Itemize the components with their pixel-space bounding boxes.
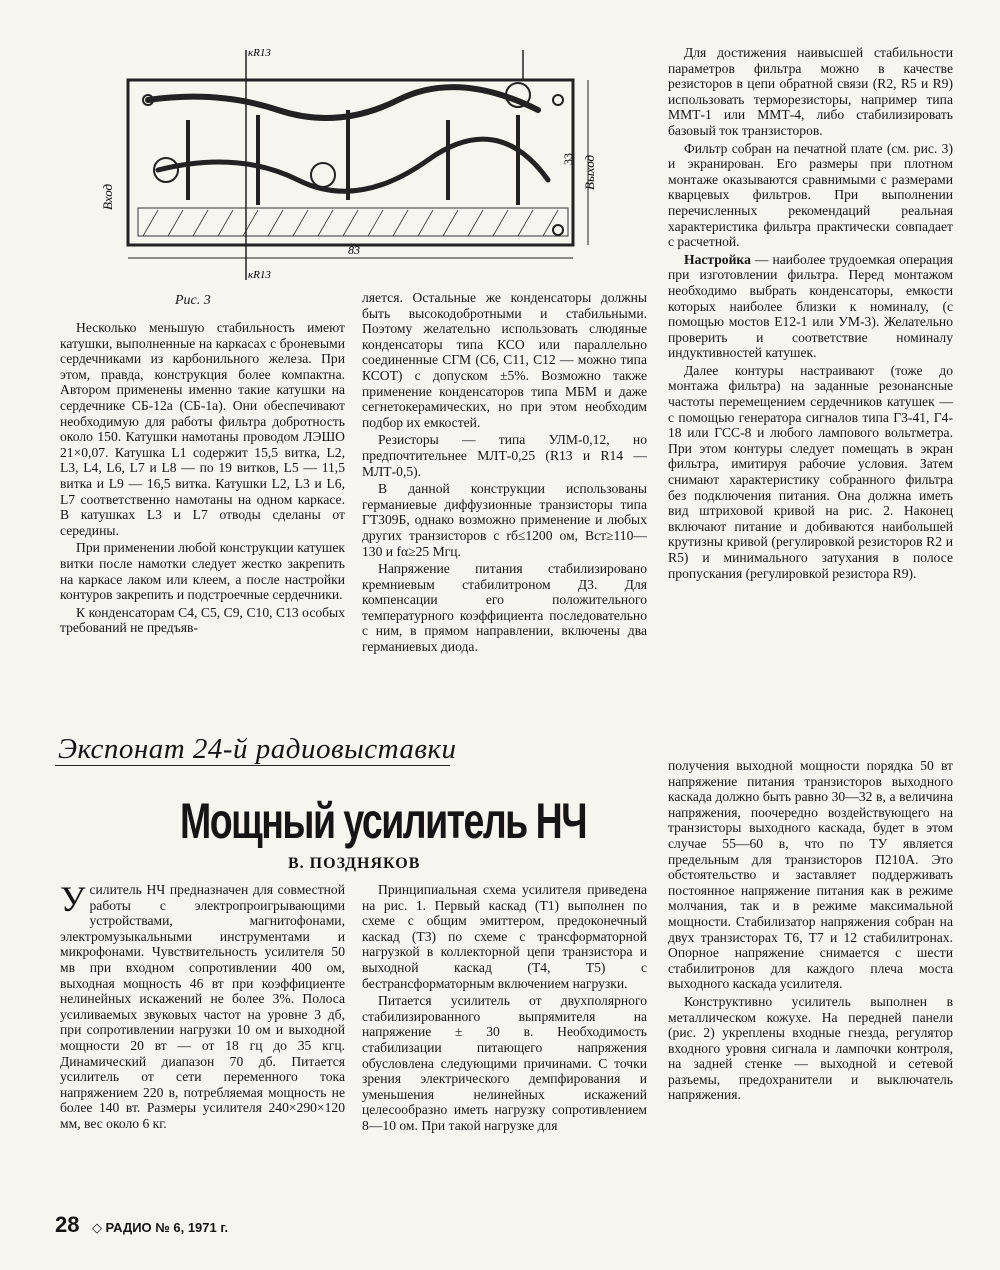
paragraph-text: — наиболее трудоемкая операция при изготовлении фильтра. Перед монтажом необходимо выбрать конденсаторы, емкости которых наиболее близки к номиналу, (с помощью мостов Е12-1 или УМ-3). Желательно проверить и соответствие номиналу индуктивностей катушек. (668, 251, 953, 361)
paragraph: Напряжение питания стабилизировано кремниевым стабилитроном Д3. Для компенсации его положительного температурного коэффициента последовательно с ним, в прямом направлении, включены два германиевых диода. (362, 561, 647, 655)
paragraph: Принципиальная схема усилителя приведена на рис. 1. Первый каскад (T1) выполнен по схеме с общим эмиттером, предоконечный каскад (T3) по схеме с трансформаторной нагрузкой в коллекторной цепи транзистора и выходной каскад (T4, T5) с бестрансформаторным включением нагрузки. (362, 882, 647, 991)
paragraph: Далее контуры настраивают (тоже до монтажа фильтра) на заданные резонансные частоты перемещением сердечников катушек — с помощью генератора сигналов типа Г3-41, Г4-18 или ГСС-8 и любого лампового вольтметра. При этом контуры следует помещать в экран фильтра, имитируя рабочие условия. Затем снимают характеристику собранного фильтра без подключения питания. Она должна иметь вид штриховой кривой на рис. 2. Наконец включают питание и добиваются наибольшей крутизны кривой (регулировкой резисторов R2 и R5) и минимального затухания в полосе пропускания (регулировкой резистора R9). (668, 362, 953, 581)
paragraph: Резисторы — типа УЛМ-0,12, но предпочтительнее МЛТ-0,25 (R13 и R14 — МЛТ-0,5). (362, 432, 647, 479)
paragraph: В данной конструкции использованы германиевые диффузионные транзисторы типа ГТ309Б, однако возможно применение и любых других транзисторов с rб≤1200 ом, Bст≥110—130 и fα≥25 Мгц. (362, 481, 647, 559)
column-2 (362, 290, 647, 657)
column-5 (362, 882, 647, 1136)
input-label: Вход (100, 183, 115, 210)
divider (55, 765, 450, 766)
paragraph: ляется. Остальные же конденсаторы должны быть высокодобротными и стабильными. Поэтому желательно использовать слюдяные конденсаторы типа КСО или параллельно соединенные СГМ (C6, C11, C12 — можно типа КСОТ) с допуском ±5%. Возможно также применение конденсаторов типа МБМ и даже сегнетокерамических, но при этом необходим подбор их емкостей. (362, 290, 647, 430)
pcb-figure (98, 40, 598, 285)
paragraph (60, 879, 345, 1132)
article-author: В. ПОЗДНЯКОВ (288, 855, 421, 872)
column-3 (668, 45, 953, 583)
issue-line: ◇ РАДИО № 6, 1971 г. (91, 1220, 229, 1235)
paragraph: Фильтр собран на печатной плате (см. рис. 3) и экранирован. Его размеры при плотном монтаже оказываются сравнимыми с размерами кварцевых фильтров. При выполнении перечисленных рекомендаций реальная характеристика фильтра практически совпадает с расчетной. (668, 140, 953, 250)
paragraph: Конструктивно усилитель выполнен в металлическом кожухе. На передней панели (рис. 2) укреплены входные гнезда, регулятор входного уровня сигнала и лампочки контроля, на задней стенке — выходной и сетевой разъемы, предохранители и выключатель напряжения. (668, 993, 953, 1103)
article-title: Мощный усилитель НЧ (180, 793, 587, 849)
kr13-bottom-label: кR13 (248, 269, 271, 281)
paragraph: получения выходной мощности порядка 50 вт напряжение питания транзисторов выходного каскада должно быть равно 30—32 в, а величина напряжения, поочередно воздействующего на транзисторы выходного каскада, будет в этом случае 55—60 в, что по ТУ является предельным для транзисторов П210А. Это обстоятельство и заставляет поддерживать постоянное напряжение питания как в режиме молчания, так и в режиме максимальной мощности. Стабилизатор напряжения собран на двух транзисторах T6, T7 и 12 стабилитронах. Опорное напряжение снимается с шести стабилитронов для каждого плеча моста выходного каскада усилителя. (668, 758, 953, 992)
column-6 (668, 758, 953, 1105)
paragraph: Питается усилитель от двухполярного стабилизированного выпрямителя на напряжение ± 30 в. Необходимость стабилизации питающего напряжения обусловлена следующими причинами. С точки зрения электрического демпфирования и уменьшения нелинейных искажений целесообразно иметь нагрузку сопротивлением 8—10 ом. При такой нагрузке для (362, 993, 647, 1133)
paragraph (668, 252, 953, 361)
width-dim: 83 (348, 243, 360, 257)
paragraph: При применении любой конструкции катушек витки после намотки следует жестко закрепить на каркасе лаком или клеем, а после настройки контуров закрепить и подстроечные сердечники. (60, 540, 345, 603)
output-label: Выход (582, 154, 597, 190)
height-dim: 33 (561, 153, 575, 165)
page-footer (55, 1212, 228, 1238)
article-kicker: Экспонат 24-й радиовыставки (58, 733, 457, 765)
page-number: 28 (55, 1212, 80, 1237)
section-lead: Настройка (684, 251, 751, 267)
kr13-top-label: кR13 (248, 47, 271, 59)
column-4 (60, 879, 345, 1134)
paragraph: К конденсаторам C4, C5, C9, C10, C13 особых требований не предъяв- (60, 604, 345, 636)
paragraph-text: силитель НЧ предназначен для совместной работы с электропроигрывающими устройствами, магнитофонами, электромузыкальными инструментами и микрофонами. Чувствительность усилителя 50 мв при входном сопротивлении 400 ом, выходная мощность 46 вт при коэффициенте нелинейных искажений не более 3%. Полоса усиливаемых звуковых частот на уровне 3 дб, при сопротивлении нагрузки 10 ом и выходной мощности 20 вт — от 18 гц до 35 кгц. Динамический диапазон 70 дб. Питается усилитель от сети переменного тока напряжением 220 в, потребляемая мощность не более 140 вт. Размеры усилителя 240×290×120 мм, вес около 6 кг. (60, 882, 345, 1131)
figure-caption: Рис. 3 (175, 293, 211, 308)
column-1 (60, 320, 345, 638)
dropcap: У (60, 879, 86, 919)
paragraph: Для достижения наивысшей стабильности параметров фильтра можно в качестве резисторов в цепи обратной связи (R2, R5 и R9) использовать терморезисторы, например типа ММТ-1 или ММТ-4, либо стабилизировать базовый ток транзисторов. (668, 45, 953, 138)
paragraph: Несколько меньшую стабильность имеют катушки, выполненные на каркасах с броневыми сердечниками из карбонильного железа. При этом, правда, конструкция более компактна. Автором применены именно такие катушки на сердечнике СБ-12а (СБ-1а). Они обеспечивают необходимую для работы фильтра добротность около 150. Катушки намотаны проводом ЛЭШО 21×0,07. Катушка L1 содержит 15,5 витка, L2, L3, L4, L6, L7 и L8 — по 19 витков, L5 — 11,5 витка и L9 — 16,5 витка. Катушки L2, L3 и L6, L7 соответственно намотаны на одном каркасе. В катушках L3 и L7 отводы сделаны от середины. (60, 320, 345, 538)
